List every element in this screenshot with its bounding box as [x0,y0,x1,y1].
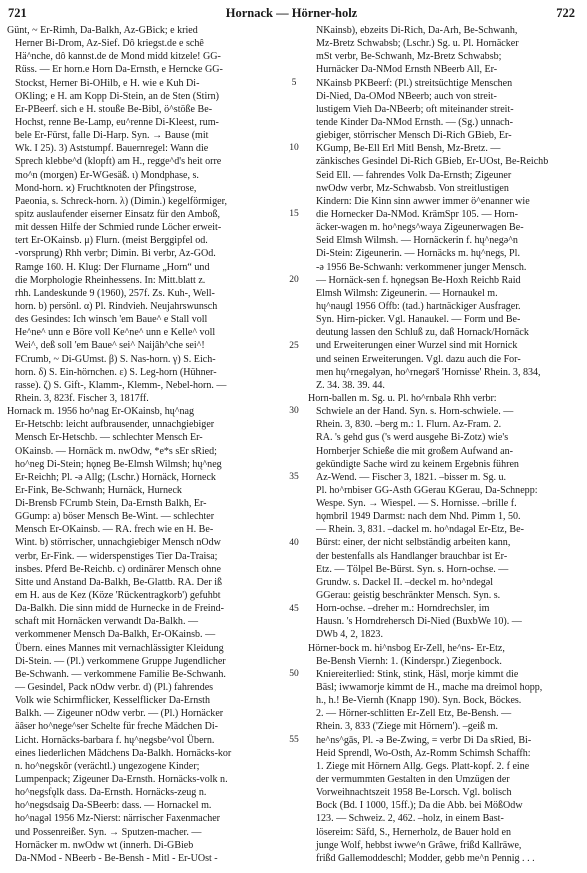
line-number: 55 [289,735,299,746]
text-line: Stockst, Herner Bi-OHilb, e H. wie e Kuh Di- [15,77,200,89]
page-header [8,4,575,24]
text-line: Elmsh Wilmsh: Zigeunerin. — Hornaukel m. [316,287,498,299]
text-line: Mensch Er-Hetschb. — schlechter Mensch Er- [15,432,203,444]
text-line: Balkh. — Zigeuner nOdw verbr. — (Pl.) Hornäcker [15,708,224,720]
text-line: 123. — Schweiz. 2, 462. –holz, in einem Bast- [316,813,504,825]
text-line: Er-Reichh; Pl. -ə Allg; (Lschr.) Hornäck, Horneck [15,471,216,483]
text-line: — Gesindel, Pack nOdw verbr. d) (Pl.) fahrendes [15,682,214,694]
text-line: Hä^nche, dô kannst.de de Mond midd kitzele! GG- [15,51,221,63]
text-line: Di-Stein: Zigeunerin. — Hornäcks m. hų^negs, Pl. [316,248,520,260]
text-line: junge Wolf, hebbst iwwe^n Grâwe, frißd Kallräwe, [316,839,522,851]
text-line: OKling; e H. am Kopp Di-Stein, an de Sten (Stirn) [15,90,219,102]
text-line: Kindern: Die Kinn sinn awwer immer ö^enanner wie [316,195,530,207]
text-line: Kniereiterlied: Stink, stink, Häsl, morje kimmt die [316,668,519,680]
text-line: n. ho^negskõr (verächtl.) ungezogene Kinder; [15,760,200,772]
text-line: rhh. Landeskunde 9 (1960), 257f. Zs. Kuh-, Well- [15,287,215,299]
right-column [308,24,580,869]
text-line: tende Kinder Da-NMod Ernsth. — (Sg.) unnach- [316,116,513,128]
text-line: der vermummten Gestalten in den Umzügen der [316,774,510,786]
text-line: RA. 's gehd gus ('s werd ausgehe Bi-Zotz) wie's [316,432,509,444]
text-line: Wk. I 25). 3) Aststumpf. Bauernregel: Wann die [15,143,209,155]
text-line: 2. — Hörner-schlitten Er-Zell Etz, Be-Bensh. — [316,708,512,720]
line-number: 10 [289,143,299,154]
text-line: Rhein. 3, 830. –berg m.: 1. Flurn. Az-Fram. 2. [316,419,502,431]
text-line: verbr, Er-Fink. — widerspenstiges Tier Da-Traisa; [15,550,218,562]
text-line: NKainsb PKBeerf: (Pl.) streitsüchtige Menschen [316,77,513,89]
text-line: Hörner-bock m. hi^nsbog Er-Zell, he^ns- Er-Etz, [308,642,505,654]
text-line: Da-NMod - NBeerb - Be-Bensh - Mitl - Er-UOst - [15,852,218,864]
text-line: des Gesindes: Ich winsch 'em Baue^ e Stall voll [15,314,208,326]
text-line: nwOdw verbr, Mz-Schwabsb. Von streitlustigen [316,182,509,194]
text-line: Rhein. 3, 823f. Fischer 3, 1817ff. [15,392,149,404]
text-line: äâser ho^nege^ser Schelte für freche Mädchen Di- [15,721,219,733]
text-line: Er-Hetschb: leicht aufbrausender, unnachgiebiger [15,419,215,431]
left-column [7,24,279,869]
text-line: Licht. Hornäcks-barbara f. hų^negsbe^vol Übern. [15,734,215,746]
text-line: rasse). ζ) S. Gift-, Klamm-, Klemm-, Nebel-horn. — [15,379,227,391]
text-line: Etz. — Tölpel Be-Bürst. Syn. s. Horn-ochse. — [316,563,509,575]
text-line: he^ns^gās, Pl. -ə Be-Zwing, = verbr Di Da sRied, Bi- [316,734,532,746]
text-line: Heid Sprendl, Wo-Osth, Az-Romm Schimsh Schaffh: [316,747,531,759]
text-line: die Hornecker Da-NMod. KrämSpr 105. — Horn- [316,208,519,220]
text-line: frißd Gallemoddeschl; Modder, gebb me^n Pennig . . . [316,852,535,864]
text-line: hǫmbril 1949 Darmst: nach dem Nhd. Pimm 1, 50. [316,511,521,523]
text-line: Paeonia, s. Schreck-horn. λ) (Dimin.) kegelförmiger, [15,195,228,207]
text-line: GGump: a) böser Mensch Be-Wint. — schlechter [15,511,215,523]
line-number: 35 [289,472,299,483]
text-line: Di-Brensb FCrumb Stein, Da-Ernsth Balkh, Er- [15,498,207,510]
text-line: Di-Stein. — (Pl.) verkommene Gruppe Jugendlicher [15,655,226,667]
text-line: Günt, ~ Er-Rimh, Da-Balkh, Az-GBick; e kried [7,25,198,36]
text-line: Schwiele an der Hand. Syn. s. Horn-schwiele. — [316,406,514,418]
text-line: eines liederlichen Mädchens Da-Balkh. Hornäcks-kor [15,747,232,759]
line-number: 50 [289,669,299,680]
text-line: Wei^, deß soll 'em Baue^ sei^ Naijâh^che sei^! [15,340,205,352]
text-line: 1. Ziege mit Hörnern Allg. Gegs. Platt-kopf. 2. f eine [316,760,530,772]
text-line: Sprech klebbe^d (klopft) am H., regge^d's heit orre [15,156,222,168]
text-line: horn. δ) S. Ein-hörnchen. ε) S. Leg-horn (Hühner- [15,366,217,378]
text-line: Wint. b) störrischer, unnachgiebiger Mensch nOdw [15,537,221,549]
text-line: und Erweiterungen einer Wurzel sind mit Hornick [316,340,518,352]
text-line: bele Er-Fürst, falle Di-Harp. Syn. → Bause (mit [15,130,209,142]
text-line: mSt verbr, Be-Schwanh, Mz-Bretz Schwabsb; [316,51,502,63]
text-line: GGerau: geistig beschränkter Mensch. Syn. s. [316,590,501,602]
line-number: 45 [289,603,299,614]
text-line: lustigem Vieh Da-NBeerb; oft miteinander streit- [316,103,514,115]
text-line: insbes. Pferd Be-Reichb. c) ordinärer Mensch ohne [15,563,221,575]
text-line: Pl. ho^rnbiser GG-Asth GGerau KGerau, Da-Schnepp: [316,484,538,496]
text-line: Da-Balkh. Die sinn midd de Hurnecke in de Freind- [15,603,224,615]
text-line: Bock (Bd. I 1000, 15ff.); Da die Abb. bei MößOdw [316,800,523,812]
text-line: giebiger, störrischer Mensch Di-Rich GBieb, Er- [316,130,512,142]
text-line: tert Er-OKainsb. μ) Flurn. (meist Berggipfel od. [15,235,208,247]
text-line: hų^naugl 1956 Offb: (tad.) hartnäckiger Ausfrager. [316,300,521,312]
text-line: h., h.! Be-Viernh (Knapp 190). Syn. Bock, Böckes. [316,695,522,707]
text-line: Volk wie Schirmflicker, Kesselflicker Da-Ernsth [15,695,210,707]
text-line: mo^n (morgen) Er-WGesäß. ɩ) Mondphase, s. [15,169,199,181]
text-line: DWb 4, 2, 1823. [316,629,383,641]
text-line: em H. aus de Kez (Köze 'Rückentragkorb') gefuhbt [15,590,221,602]
text-line: OKainsb. — Hornäck m. nwOdw, *e*s sEr sRied; [15,445,217,457]
text-line: Grundw. s. Dackel II. –deckel m. ho^ndegəl [316,576,494,588]
text-line: der bestenfalls als Handlanger brauchbar ist Er- [316,550,508,562]
text-line: gekündigte Sache wird zu keinem Ergebnis führen [316,458,519,470]
text-line: Mensch Er-OKainsb. — RA. frech wie en H. Be- [15,524,214,536]
text-line: ho^neg Di-Stein; hǫneg Be-Elmsh Wilmsh; hų^neg [15,458,222,470]
text-line: deutung lassen den Schluß zu, daß Hornack/Hornäck [316,327,529,339]
text-line: horn. b) persönl. α) Pl. Rindvieh. Neujahrswunsch [15,300,218,312]
text-line: spitz auslaufender eiserner Einsatz für den Amboß, [15,208,221,220]
text-line: Horn-ochse. –dreher m.: Horndrechsler, im [316,603,490,615]
text-line: Ramge 160. H. Klug: Der Flurname „Horn“ und [15,261,210,273]
text-line: Herner Bi-Drom, Az-Sief. Dô kriegst.de e schê [15,38,204,50]
text-line: Hornäcker m. nwOdw wt (innerh. Di-GBieb [15,839,194,851]
text-line: Seid Elmsh Wilmsh. — Hornäckerin f. hų^negə^n [316,235,518,247]
text-line: Rüss. — Er horn.e Horn Da-Ernsth, e Herncke GG- [15,64,223,76]
line-number: 20 [289,274,299,285]
text-line: Be-Bensh Viernh: 1. (Kinderspr.) Ziegenbock. [316,655,502,667]
text-line: Übern. eines Mannes mit vernachlässigter Kleidung [15,642,224,654]
text-line: Di-Nied, Da-OMod NBeerb; auch von streit- [316,90,497,102]
line-number: 25 [289,340,299,351]
text-line: Rhein. 3, 833 ('Ziege mit Hörnern'). –geiß m. [316,721,498,733]
line-number: 15 [289,209,299,220]
text-line: ho^negsdsaig Da-SBeerb: dass. — Hornackel m. [15,800,212,812]
text-line: lösereim: Säfd, S., Hernerholz, de Bauer hold en [316,826,512,838]
text-line: — Hornäck-sen f. hǫnegsən Be-Hoxh Reichb Raid [316,274,521,286]
text-line: — Rhein. 3, 831. –dackel m. ho^ndagəl Er-Etz, Be- [316,524,524,536]
running-title: Hornack — Hörner-holz [225,6,358,20]
text-line: KGump, Be-Ell Erl Mitl Bensh, Mz-Bretz. — [316,143,501,155]
text-line: Mz-Bretz Schwabsb; (Lschr.) Sg. u. Pl. Hornäcker [316,38,519,50]
text-line: Sitte und Anstand Da-Balkh, Be-Glattb. RA. Der iß [15,576,223,588]
text-line: -ə 1956 Be-Schwanh: verkommener junger Mensch. [316,261,527,273]
text-line: Hornack m. 1956 ho^nag Er-OKainsb, hų^nag [7,406,194,418]
text-line: Wespe. Syn. → Wiespel. — S. Hornisse. –brille f. [316,498,517,510]
text-line: und seinen Erweiterungen. Vgl. dazu auch die For- [316,353,521,365]
text-line: die Morphologie Rheinhessens. In: Mitt.blatt z. [15,274,206,286]
text-line: Az-Wend. — Fischer 3, 1821. –bisser m. Sg. u. [316,471,507,483]
text-line: Hornberjer Schieße die mit großem Aufwand an- [316,445,513,457]
text-line: Seid Ell. — fahrendes Volk Da-Ernsth; Zigeuner [316,169,512,181]
text-line: NKainsb), ebzeits Di-Rich, Da-Arh, Be-Schwanh, [316,25,518,36]
text-line: ho^negsfǫlk dass. Da-Ernsth. Hornäcks-zeug n. [15,787,207,799]
line-number: 5 [291,77,297,88]
text-line: mit dessen Hilfe der Schmied runde Löcher erweit- [15,222,222,234]
text-line: verkommener Mensch Da-Balkh, Er-OKainsb. — [15,629,216,641]
text-line: äcker-wagen m. ho^negs^waya Zigeunerwagen Be- [316,222,524,234]
text-line: und Possenreißer. Syn. → Sputzen-macher. — [15,826,202,838]
page-number-left: 721 [8,6,27,20]
text-line: zänkisches Gesindel Di-Rich GBieb, Er-UOst, Be-Reichb [316,156,549,168]
text-line: Vorweihnachtszeit 1958 Be-Lorsch. Vgl. bolisch [316,787,512,799]
text-line: Hausn. 's Horndrehersch Di-Nied (BuxbWe 10). — [316,616,522,628]
text-line: -vorsprung) Rhh verbr; Dimin. Bi verbr, Az-GOd. [15,248,216,260]
text-line: Bürst: einer, der nicht selbständig arbeiten kann, [316,537,511,549]
text-line: FCrumb, ~ Di-GUmst. β) S. Nas-horn. γ) S. Eich- [15,353,216,365]
text-line: Hochst, renne Be-Lamp, eu^renne Di-Kleest, rum- [15,116,219,128]
text-line: Lumpenpack; Zigeuner Da-Ernsth. Hornäcks-volk n. [15,774,228,786]
text-line: Er-PBeerf. sich e H. stouße Be-Bibl, ö^stöße Be- [15,103,213,115]
text-line: Er-Fink, Be-Schwanh; Hurnäck, Hurneck [15,484,182,496]
text-line: Horn-ballen m. Sg. u. Pl. ho^rnbalə Rhh verbr: [308,392,497,404]
text-line: Syn. Hirn-picker. Vgl. Hanaukel. — Form und Be- [316,314,521,326]
text-line: men hų^rnegəlyən, ho^rnegərš 'Hornisse' Rhein. 3, 834, [316,366,541,378]
page-number-right: 722 [556,6,575,20]
text-line: ho^nagəl 1956 Mz-Nierst: närrischer Faxenmacher [15,813,221,825]
text-line: Be-Schwanh. — verkommene Familie Be-Schwanh. [15,668,226,680]
text-line: schaft mit Hornäcken verwandt Da-Balkh. — [15,616,199,628]
text-line: Bäsl; iwwamorje kimmt de H., mache ma dreimol hopp, [316,682,543,694]
line-number: 40 [289,537,299,548]
text-line: He^ne^ unn e Böre voll Ke^ne^ unn e Kelle^ voll [15,327,216,339]
text-line: Z. 34. 38. 39. 44. [316,379,385,391]
text-line: Hurnäcker Da-NMod Ernsth NBeerb All, Er- [316,64,498,76]
line-number: 30 [289,406,299,417]
text-line: Mond-horn. ϰ) Fruchtknoten der Pfingstrose, [15,182,197,194]
